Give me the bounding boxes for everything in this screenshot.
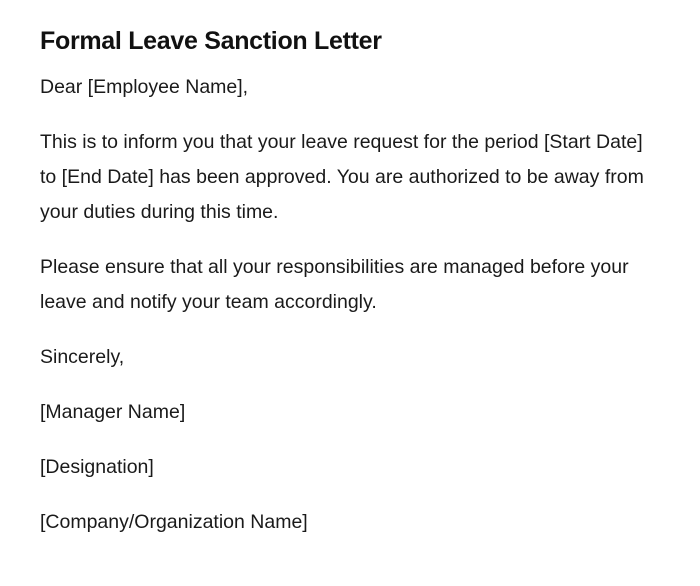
body-paragraph-approval: This is to inform you that your leave request for the period [Start Date] to [End Date] has been approved. You are authorized to be away from your duties during this time. (40, 131, 644, 223)
signature-designation: [Designation] (40, 456, 154, 478)
signature-company: [Company/Organization Name] (40, 511, 308, 533)
salutation: Dear [Employee Name], (40, 76, 249, 98)
letter-title: Formal Leave Sanction Letter (40, 27, 382, 55)
body-paragraph-instructions: Please ensure that all your responsibilities are managed before your leave and notify your team accordingly. (40, 256, 629, 313)
signature-manager-name: [Manager Name] (40, 401, 186, 423)
closing: Sincerely, (40, 346, 125, 368)
